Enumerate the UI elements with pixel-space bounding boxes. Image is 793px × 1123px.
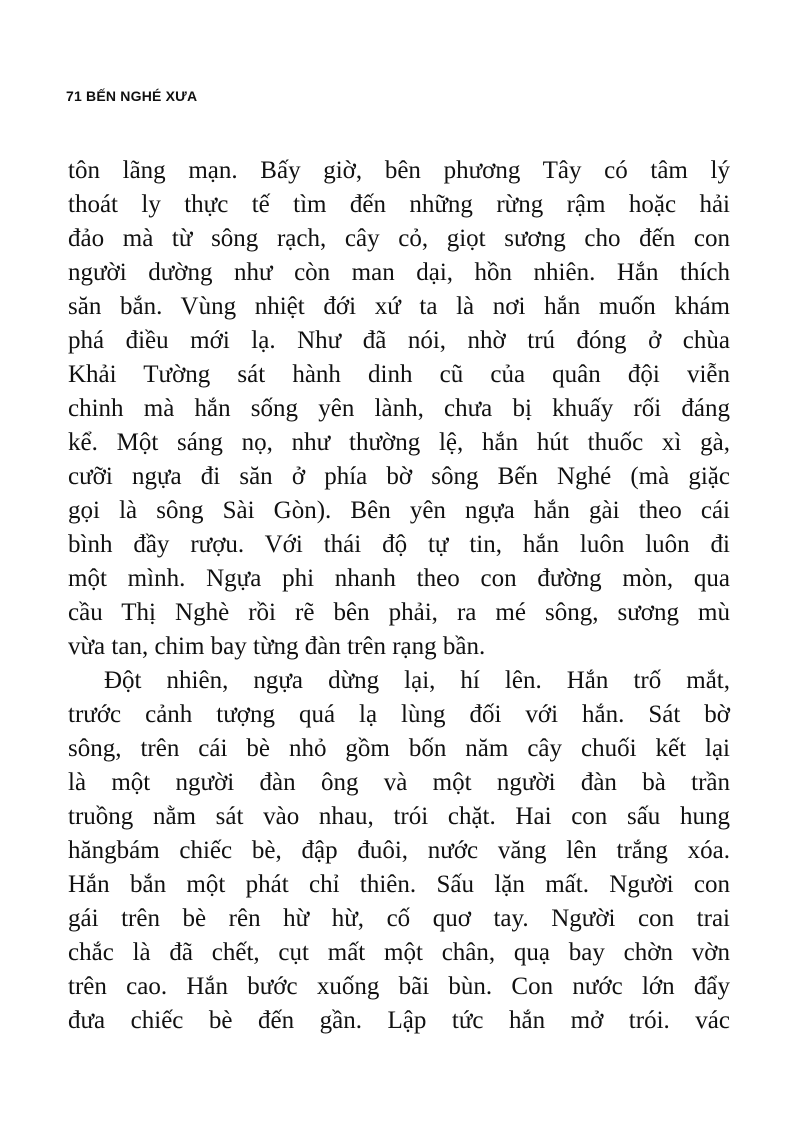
text-line: Đột nhiên, ngựa dừng lại, hí lên. Hắn trố mắt,	[104, 667, 730, 694]
text-line: là một người đàn ông và một người đàn bà trần	[68, 769, 730, 796]
text-line: phá điều mới lạ. Như đã nói, nhờ trú đóng ở chùa	[68, 327, 730, 354]
text-line: chinh mà hắn sống yên lành, chưa bị khuấy rối đáng	[68, 395, 730, 422]
text-line: thoát ly thực tế tìm đến những rừng rậm hoặc hải	[68, 191, 730, 218]
text-line: Khải Tường sát hành dinh cũ của quân đội viễn	[68, 361, 730, 388]
paragraph-2	[68, 664, 730, 1038]
text-line: gọi là sông Sài Gòn). Bên yên ngựa hắn gài theo cái	[68, 497, 730, 524]
text-line: cưỡi ngựa đi săn ở phía bờ sông Bến Nghé (mà giặc	[68, 463, 730, 490]
text-line: gái trên bè rên hừ hừ, cố quơ tay. Người con trai	[68, 905, 730, 932]
text-line: hăngbám chiếc bè, đập đuôi, nước văng lên trắng xóa.	[68, 837, 730, 864]
text-line: Hắn bắn một phát chỉ thiên. Sấu lặn mất. Người con	[68, 871, 730, 898]
paragraph-1	[68, 154, 730, 664]
body-text	[68, 154, 730, 1038]
text-line: một mình. Ngựa phi nhanh theo con đường mòn, qua	[68, 565, 730, 592]
text-line: bình đầy rượu. Với thái độ tự tin, hắn luôn luôn đi	[68, 531, 730, 558]
text-line: đảo mà từ sông rạch, cây cỏ, giọt sương cho đến con	[68, 225, 730, 252]
text-line: cầu Thị Nghè rồi rẽ bên phải, ra mé sông, sương mù	[68, 599, 730, 626]
text-line: vừa tan, chim bay từng đàn trên rạng bần.	[68, 633, 486, 660]
text-line: trước cảnh tượng quá lạ lùng đối với hắn. Sát bờ	[68, 701, 730, 728]
text-line: truồng nằm sát vào nhau, trói chặt. Hai con sấu hung	[68, 803, 730, 830]
running-head: 71 BẾN NGHÉ XƯA	[66, 88, 198, 104]
text-line: kể. Một sáng nọ, như thường lệ, hắn hút thuốc xì gà,	[68, 429, 730, 456]
text-line: tôn lãng mạn. Bấy giờ, bên phương Tây có tâm lý	[68, 157, 730, 184]
text-line: sông, trên cái bè nhỏ gồm bốn năm cây chuối kết lại	[68, 735, 730, 762]
text-line: đưa chiếc bè đến gần. Lập tức hắn mở trói. vác	[68, 1007, 730, 1034]
text-line: chắc là đã chết, cụt mất một chân, quạ bay chờn vờn	[68, 939, 730, 966]
text-line: trên cao. Hắn bước xuống bãi bùn. Con nước lớn đẩy	[68, 973, 730, 1000]
text-line: người dường như còn man dại, hồn nhiên. Hắn thích	[68, 259, 730, 286]
text-line: săn bắn. Vùng nhiệt đới xứ ta là nơi hắn muốn khám	[68, 293, 730, 320]
